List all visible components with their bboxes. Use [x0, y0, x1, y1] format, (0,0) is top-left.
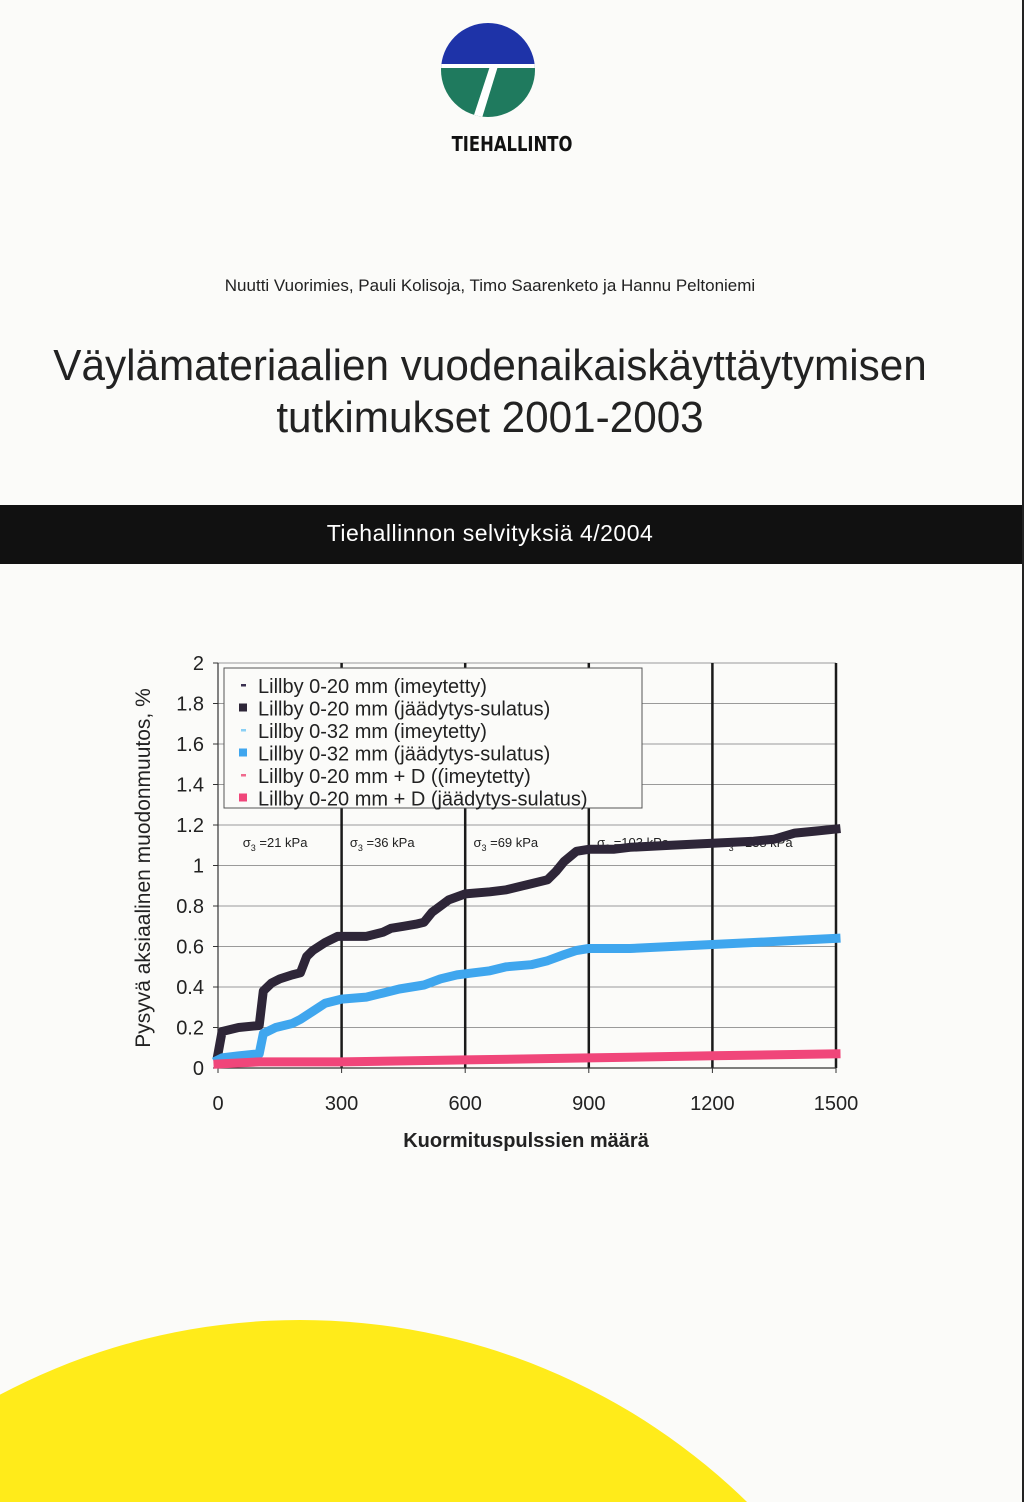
- legend-label: Lillby 0-20 mm (imeytetty): [258, 676, 487, 698]
- legend-marker: [239, 794, 247, 802]
- series-label: Tiehallinnon selvityksiä 4/2004: [326, 520, 654, 546]
- y-tick-label: 0: [192, 1058, 204, 1080]
- legend-label: Lillby 0-20 mm + D (jäädytys-sulatus): [258, 788, 588, 811]
- stage-label-symbol: σ: [597, 835, 606, 850]
- stage-label-subscript: 3: [357, 843, 363, 853]
- x-tick-label: 600: [448, 1093, 482, 1115]
- stage-label-subscript: 3: [481, 843, 487, 853]
- y-tick-label: 0.6: [176, 936, 204, 959]
- legend-marker: [239, 749, 247, 757]
- y-tick-label: 1: [192, 855, 204, 878]
- legend-label: Lillby 0-32 mm (imeytetty): [258, 721, 487, 743]
- stage-label-symbol: σ: [242, 835, 251, 850]
- legend-label: Lillby 0-32 mm (jäädytys-sulatus): [258, 743, 551, 766]
- y-tick-label: 1.2: [176, 815, 204, 837]
- authors: Nuutti Vuorimies, Pauli Kolisoja, Timo Saarenketo ja Hannu Peltoniemi: [224, 276, 756, 295]
- y-tick-label: 0.4: [176, 977, 204, 999]
- x-tick-label: 300: [324, 1093, 359, 1115]
- stage-label-subscript: 3: [250, 843, 256, 853]
- y-tick-label: 1.8: [176, 693, 204, 716]
- stage-label-symbol: σ: [349, 835, 358, 850]
- x-tick-label: 1200: [690, 1093, 735, 1115]
- stage-label-value: =69 kPa: [486, 835, 539, 850]
- title-line-1: Väylämateriaalien vuodenaikaiskäyttäytymisen: [53, 341, 927, 390]
- stage-label-value: =36 kPa: [362, 835, 415, 850]
- legend-marker: [241, 729, 246, 732]
- stage-label-value: =21 kPa: [255, 835, 308, 850]
- y-tick-label: 1.4: [176, 774, 204, 797]
- organization-name: TIEHALLINTO: [451, 132, 573, 156]
- stage-label-value: =138 kPa: [733, 835, 793, 850]
- x-axis-label: Kuormituspulssien määrä: [403, 1130, 649, 1152]
- legend-marker: [239, 704, 247, 712]
- x-tick-label: 900: [572, 1093, 606, 1115]
- stage-label-symbol: σ: [720, 835, 729, 850]
- legend-marker: [241, 774, 246, 777]
- stage-label-subscript: 3: [605, 843, 611, 853]
- legend-label: Lillby 0-20 mm (jäädytys-sulatus): [258, 698, 551, 721]
- y-tick-label: 1.6: [176, 734, 204, 756]
- y-axis-label: Pysyvä aksiaalinen muodonmuutos, %: [132, 688, 155, 1048]
- legend-label: Lillby 0-20 mm + D ((imeytetty): [258, 766, 531, 788]
- x-tick-label: 0: [212, 1093, 224, 1115]
- y-tick-label: 2: [192, 653, 204, 675]
- y-tick-label: 0.8: [176, 896, 204, 918]
- x-tick-label: 1500: [813, 1093, 859, 1115]
- legend-marker: [241, 684, 246, 687]
- stage-label-value: =103 kPa: [610, 835, 669, 850]
- stage-label-subscript: 3: [728, 843, 734, 853]
- title-line-2: tutkimukset 2001-2003: [276, 393, 704, 442]
- y-tick-label: 0.2: [176, 1017, 204, 1040]
- stage-label-symbol: σ: [473, 835, 482, 850]
